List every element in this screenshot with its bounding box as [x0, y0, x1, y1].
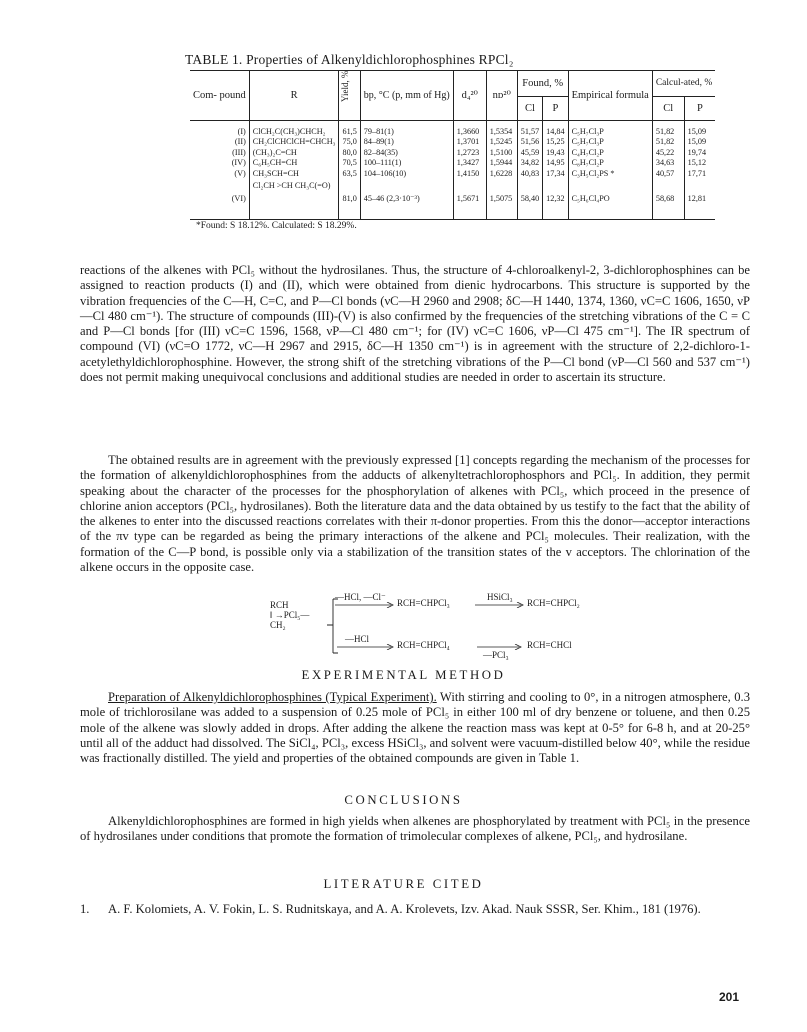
conclusions-heading: CONCLUSIONS: [344, 793, 463, 807]
scheme-bottom-arrow-label: —HCl: [345, 634, 370, 644]
scheme-top-final: RCH=CHPCl₂: [527, 598, 580, 608]
experimental-lead: Preparation of Alkenyldichlorophosphines (Typical Experiment).: [108, 690, 437, 704]
scheme-top-arrow-label: —HCl, —Cl⁻: [335, 592, 386, 602]
scheme-bottom-arrow2-label: —PCl₃: [483, 650, 509, 660]
col-header-yield: Yield, %: [340, 70, 351, 102]
scheme-top-arrow2-label: HSiCl₃: [487, 592, 513, 602]
table-footnote: *Found: S 18.12%. Calculated: S 18.29%.: [196, 221, 357, 231]
table-title: TABLE 1. Properties of Alkenyldichlorophosphines RPCl₂: [185, 52, 514, 67]
table-row: (IV) C₆H₅CH=CH 70,5 100–111(1) 1,3427 1,5944 34,82 14,95 C₈H₇Cl₂P 34,63 15,12: [190, 158, 715, 169]
col-header-r: R: [249, 71, 339, 121]
col-header-bp: bp, °C (p, mm of Hg): [360, 71, 453, 121]
literature-heading: LITERATURE CITED: [323, 877, 484, 891]
col-header-calc-p: P: [684, 97, 715, 121]
col-header-found-p: P: [543, 97, 568, 121]
page-number: 201: [719, 990, 740, 1004]
col-header-calculated: Calcul-ated, %: [652, 71, 715, 97]
col-header-compound: Com- pound: [190, 71, 249, 121]
body-paragraph-2: The obtained results are in agreement with the previously expressed [1] concepts regarding the mechanism of the processes for the formation of alkenyldichlorophosphines from the adducts of alkenyltetrachlorophosphors and PCl₅. In addition, they permit speaking about the character of the processes for the phosphorylation of alkenes with PCl₅, which proceed in the presence of chlorine anion acceptors (PCl₅, hydrosilanes). Both the literature data and the data obtained by us testify to the fact that the ability of the alkenes to enter into the discussed reactions correlates with their π-donor properties. From this the donor—acceptor interactions of the πv type can be regarded as being the primary interactions of the alkene and PCl₅ molecules. Their realization, with the formation of the C—P bond, is possible only via a stabilization of the transition states of the v acceptors. The chlorination of the alkene occurs in the opposite case.: [80, 453, 750, 575]
scheme-top-arrow: [335, 602, 395, 608]
col-header-found-cl: Cl: [517, 97, 542, 121]
experimental-text: With stirring and cooling to 0°, in a nitrogen atmosphere, 0.3 mole of trichlorosilane was added to a suspension of 0.25 mole of PCl₅ in either 100 ml of dry benzene or toluene, and then 0.25 mole of the alkene was slowly added in drops. After adding the alkene the reaction mass was kept at 0-5° for 6-8 h, and at 20-25° until all of the adduct had dissolved. The SiCl₄, PCl₃, excess HSiCl₃, and solvent were vacuum-distilled below 40°, while the residue was fractionally distilled. The yield and properties of the obtained compounds are given in Table 1.: [80, 690, 750, 766]
col-header-found: Found, %: [517, 71, 568, 97]
table-row: (II) CH₂ClCHClCH=CHCH₃ 75,0 84–89(1) 1,3701 1,5245 51,56 15,25 C₅H₇Cl₃P 51,82 15,09: [190, 137, 715, 148]
table-row: (VI) Cl₂CH >CH CH₃C(=O) 81,0 45–46 (2,3·10⁻³) 1,5671 1,5075 58,40 12,32 C₅H₆Cl₄PO 58,68 12,81: [190, 179, 715, 219]
table-row: (I) ClCH₂C(CH₃)CHCH₂ 61,5 79–81(1) 1,3660 1,5354 51,57 14,84 C₅H₇Cl₃P 51,82 15,09: [190, 127, 715, 138]
properties-table: [190, 70, 715, 220]
body-paragraph-1: reactions of the alkenes with PCl₅ without the hydrosilanes. Thus, the structure of 4-chloroalkenyl-2, 3-dichlorophosphines can be assigned to reaction products (I) and (II), which were obtained from dienic hydrocarbons. This structure is supported by the vibration frequencies of the C—H, C=C, and P—Cl bonds (νC—H 2960 and 2908; δC—H 1440, 1374, 1360, νC=C 1606, 1650, νP—Cl 480 cm⁻¹). The structure of compounds (III)-(V) is also confirmed by the frequencies of the stretching vibrations of the C = C and P—Cl bonds [for (III) νC=C 1596, 1568, νP—Cl 480 cm⁻¹; for (IV) νC=C 1606, νP—Cl 475 cm⁻¹]. The IR spectrum of compound (VI) (νC=O 1772, νC—H 2967 and 2915, δC—H 1350 cm⁻¹) is in agreement with the structure of 2,2-dichloro-1-acetylethyldichlorophosphine. However, the strong shift of the stretching vibrations of the P—Cl bond (νP—Cl 560 and 537 cm⁻¹) does not permit making unequivocal conclusions and additional studies are needed in order to ascertain its structure.: [80, 263, 750, 385]
scheme-reactant: RCH ‖ →PCl₅— CH₂: [270, 600, 310, 630]
reference-number: 1.: [80, 902, 90, 916]
reaction-scheme: [265, 590, 645, 660]
table-row: (III) (CH₃)₂C=CH 80,0 82–84(35) 1,2723 1,5100 45,59 19,43 C₄H₇Cl₂P 45,22 19,74: [190, 148, 715, 159]
scheme-top-arrow2: [475, 602, 525, 608]
col-header-formula: Empirical formula: [568, 71, 652, 121]
experimental-paragraph: [80, 690, 750, 766]
scheme-top-product: RCH=CHPCl₃: [397, 598, 450, 608]
col-header-n: nᴅ²⁰: [486, 71, 517, 121]
scheme-bottom-product: RCH=CHPCl₄: [397, 640, 450, 650]
col-header-d: d₄²⁰: [453, 71, 486, 121]
reference-text: A. F. Kolomiets, A. V. Fokin, L. S. Rudnitskaya, and A. A. Krolevets, Izv. Akad. Nauk SSSR, Ser. Khim., 181 (1976).: [108, 902, 701, 916]
col-header-calc-cl: Cl: [652, 97, 684, 121]
table-row: (V) CH₃SCH=CH 63,5 104–106(10) 1,4150 1,6228 40,83 17,34 C₃H₅Cl₂PS * 40,57 17,71: [190, 169, 715, 180]
scheme-bottom-arrow: [337, 644, 395, 650]
scheme-bottom-final: RCH=CHCl: [527, 640, 572, 650]
experimental-heading: EXPERIMENTAL METHOD: [301, 668, 506, 682]
conclusions-paragraph: Alkenyldichlorophosphines are formed in high yields when alkenes are phosphorylated by treatment with PCl₅ in the presence of hydrosilanes under conditions that promote the formation of trimolecular complexes of alkene, PCl₅, and hydrosilane.: [80, 814, 750, 844]
